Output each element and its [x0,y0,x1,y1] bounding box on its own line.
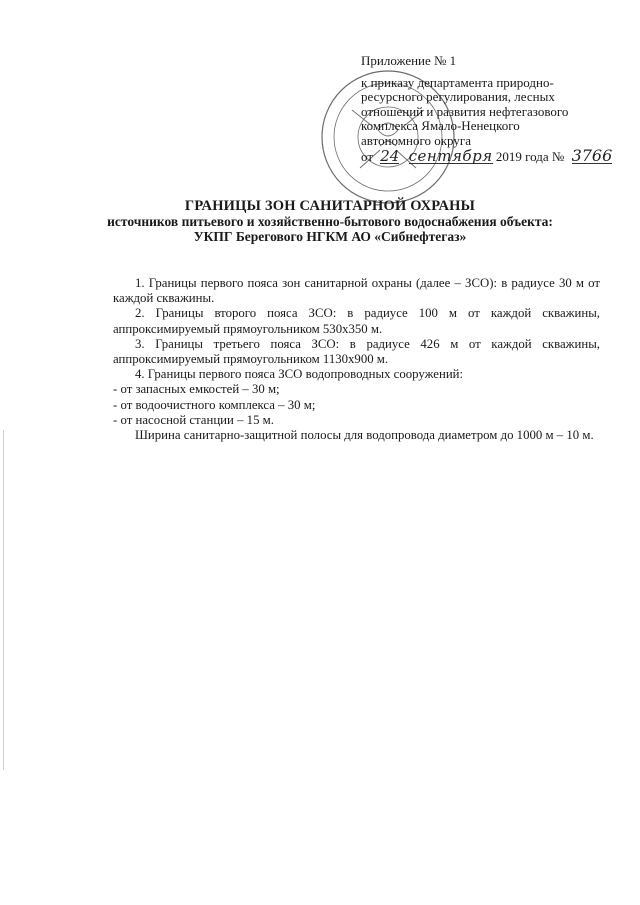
paragraph-3: 3. Границы третьего пояса ЗСО: в радиусе 426 м от каждой скважины, аппроксимируемый прямоугольником 1130х900 м. [113,336,600,367]
list-item: - от запасных емкостей – 30 м; [113,382,280,397]
paragraph-2: 2. Границы второго пояса ЗСО: в радиусе 100 м от каждой скважины, аппроксимируемый прямоугольником 530х350 м. [113,306,600,336]
scan-margin-line [3,430,4,770]
document-body [113,276,600,443]
appendix-line-4: комплекса Ямало-Ненецкого [361,118,520,134]
list-item: - от насосной станции – 15 м. [113,412,274,427]
appendix-date-line [361,145,613,165]
date-year: 2019 года [495,148,549,164]
heading-title: ГРАНИЦЫ ЗОН САНИТАРНОЙ ОХРАНЫ [184,198,476,214]
appendix-line-3: отношений и развития нефтегазового [361,103,569,119]
document-heading [100,199,560,244]
paragraph-4: 4. Границы первого пояса ЗСО водопроводных сооружений: [135,367,464,382]
appendix-title: Приложение № 1 [361,53,457,68]
appendix-line-1: к приказу департамента природно- [361,74,554,90]
heading-subtitle-1: источников питьевого и хозяйственно-бытового водоснабжения объекта: [107,214,553,229]
list-item: - от водоочистного комплекса – 30 м; [113,397,316,412]
date-prefix: от [361,148,374,164]
paragraph-1: 1. Границы первого пояса зон санитарной охраны (далее – ЗСО): в радиусе 30 м от каждой скважины. [113,276,600,306]
handwritten-month: сентября [408,146,493,165]
appendix-line-2: ресурсного регулирования, лесных [361,89,555,105]
handwritten-number: 3766 [571,145,613,165]
handwritten-day: 24 [380,146,400,165]
paragraph-5: Ширина санитарно-защитной полосы для водопровода диаметром до 1000 м – 10 м. [135,428,594,443]
appendix-block [361,54,611,164]
number-label: № [551,148,565,164]
heading-subtitle-2: УКПГ Берегового НГКМ АО «Сибнефтегаз» [193,229,467,244]
appendix-line-5: автономного округа [361,132,471,148]
